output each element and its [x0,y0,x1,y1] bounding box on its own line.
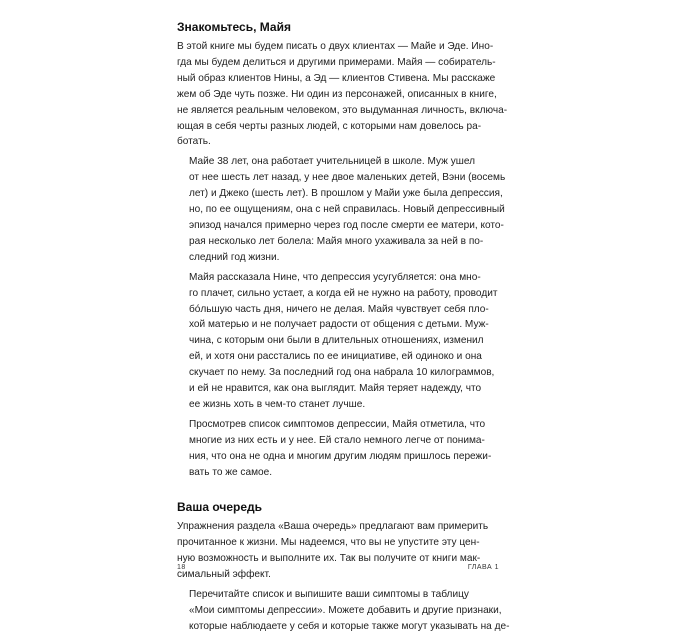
text-line: не является реальным человеком, это выдуманная личность, включа- [177,104,508,116]
paragraph-maya-relief [177,417,499,481]
text-line: рая несколько лет болела: Майя много ухаживала за ней в по- [189,235,484,247]
chapter-label: ГЛАВА 1 [467,564,499,571]
section-heading-your-turn: Ваша очередь [177,500,263,515]
text-line: Просмотрев список симптомов депрессии, Майя отметила, что [189,418,486,430]
paragraph-maya-symptoms [177,270,499,413]
text-line: гда мы будем делиться и другими примерами. Майя — собиратель- [177,56,496,68]
text-line: хой матерью и не получает радости от общения с детьми. Муж- [189,319,489,331]
text-line: лет) и Джеко (шесть лет). В прошлом у Майи уже была депрессия, [189,188,503,200]
text-line: симальный эффект. [177,569,271,581]
text-line: ный образ клиентов Нины, а Эд — клиентов Стивена. Мы расскаже [177,72,496,84]
page-content [177,20,510,639]
text-line: ния, что она не одна и многим другим людям пришлось пережи- [189,450,492,462]
text-line: В этой книге мы будем писать о двух клиентах — Майе и Эде. Ино- [177,41,494,52]
paragraph-exercise-task [177,587,510,635]
text-line: следний год жизни. [189,251,280,263]
text-line: чина, с которым они были в длительных отношениях, изменил [189,335,484,347]
text-line: Перечитайте список и выпишите ваши симптомы в таблицу [189,589,469,601]
text-line: бо́льшую часть дня, ничего не делая. Майя чувствует себя пло- [189,303,489,315]
text-line: ную возможность и выполните их. Так вы получите от книги мак- [177,553,481,565]
text-line: го плачет, сильно устает, а когда ей не нужно на работу, проводит [189,287,498,299]
text-line: вать то же самое. [189,466,273,478]
text-line: Майе 38 лет, она работает учительницей в школе. Муж ушел [189,156,476,168]
text-line: Майя рассказала Нине, что депрессия усугубляется: она мно- [189,271,481,283]
text-line: эпизод начался примерно через год после смерти ее матери, кото- [189,219,504,231]
page-footer [177,564,499,576]
text-line: ее жизнь хоть в чем-то станет лучше. [189,398,366,410]
text-line: «Мои симптомы депрессии». Можете добавить и другие признаки, [189,605,502,616]
text-line: от нее шесть лет назад, у нее двое маленьких детей, Вэни (восемь [189,172,506,184]
text-line: но, по ее ощущениям, она с ней справилась. Новый депрессивный [189,204,505,216]
paragraph-intro [177,39,508,150]
section-heading-meet-maya: Знакомьтесь, Майя [177,20,291,34]
text-line: ющая в себя черты разных людей, с которыми нам довелось ра- [177,120,482,132]
text-line: прочитанное к жизни. Мы надеемся, что вы не упустите эту цен- [177,537,480,549]
page-number: 18 [177,564,186,571]
paragraph-maya-background [177,154,506,265]
text-line: и ей не нравится, как она выглядит. Майя теряет надежду, что [189,383,482,395]
text-line: скучает по нему. За последний год она набрала 10 килограммов, [189,367,495,379]
text-line: которые наблюдаете у себя и которые также могут указывать на де- [189,620,510,632]
text-line: Упражнения раздела «Ваша очередь» предлагают вам примерить [177,521,489,533]
text-line: ботать. [177,136,211,148]
text-line: многие из них есть и у нее. Ей стало немного легче от понима- [189,434,485,446]
text-line: жем об Эде чуть позже. Ни один из персонажей, описанных в книге, [177,88,497,100]
text-line: ей, и хотя они расстались по ее инициативе, ей одиноко и она [189,351,482,363]
